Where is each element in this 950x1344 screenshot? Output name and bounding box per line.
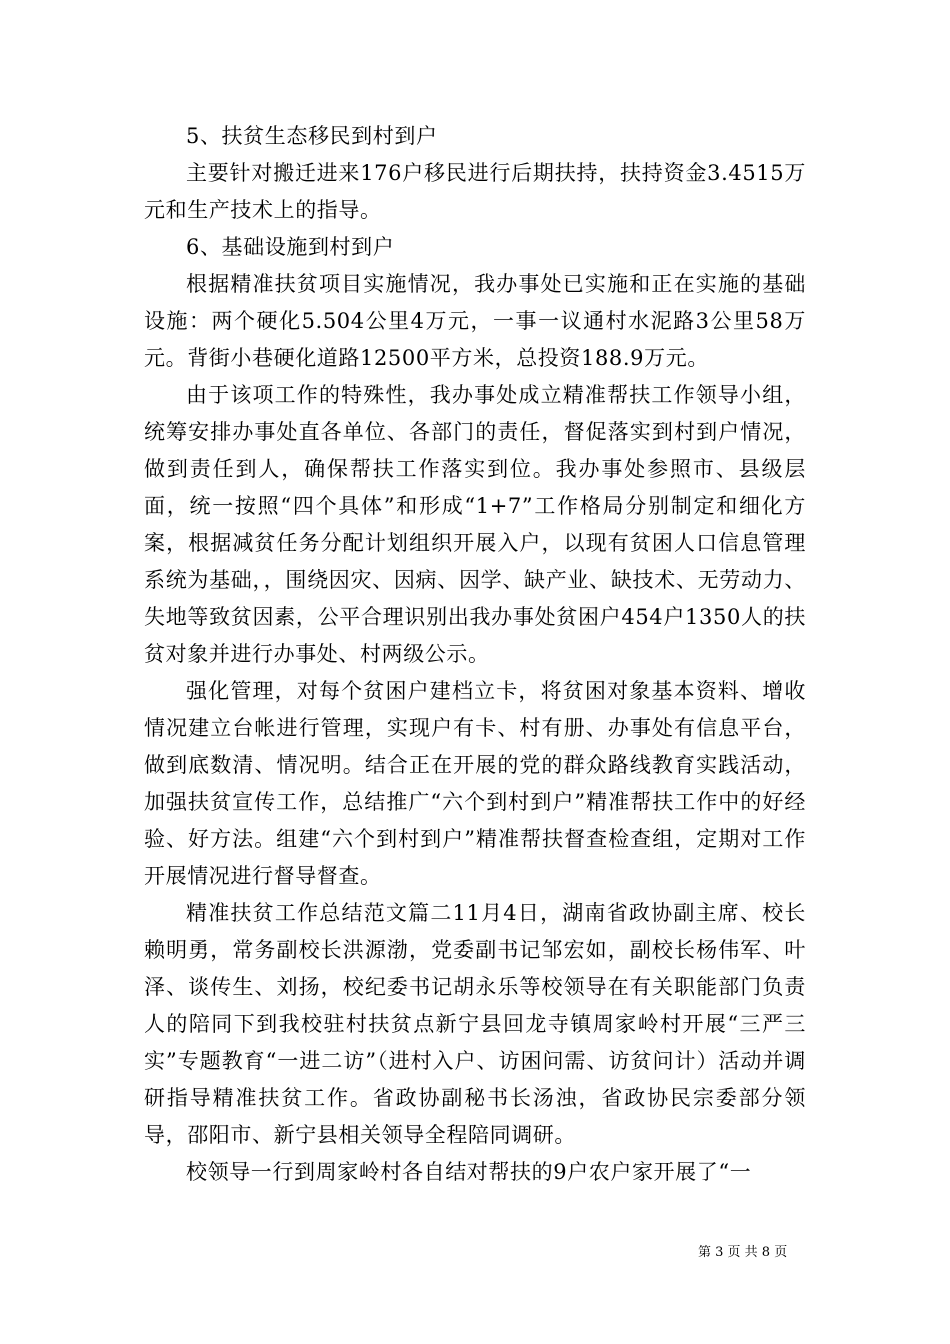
heading-ecological-migration: 5、扶贫生态移民到村到户 [186, 124, 438, 148]
paragraph-visit: 校领导一行到周家岭村各自结对帮扶的9户农户家开展了“一 [186, 1160, 752, 1184]
document-body [144, 118, 806, 1191]
paragraph-leadership-group: 由于该项工作的特殊性，我办事处成立精准帮扶工作领导小组，统筹安排办事处直各单位、各部门的责任，督促落实到村到户情况，做到责任到人，确保帮扶工作落实到位。我办事处参照市、县级层面，统一按照“四个具体”和形成“1+7”工作格局分别制定和细化方案，根据减贫任务分配计划组织开展入户，以现有贫困人口信息管理系统为基础，，围绕因灾、因病、因学、缺产业、缺技术、无劳动力、失地等致贫因素，公平合理识别出我办事处贫困户454户1350人的扶贫对象并进行办事处、村两级公示。 [144, 383, 806, 666]
heading-infrastructure: 6、基础设施到村到户 [186, 235, 395, 259]
paragraph-infrastructure: 根据精准扶贫项目实施情况，我办事处已实施和正在实施的基础设施：两个硬化5.504公里4万元，一事一议通村水泥路3公里58万元。背街小巷硬化道路12500平方米，总投资188.9万元。 [144, 272, 806, 370]
paragraph-article-two: 精准扶贫工作总结范文篇二11月4日，湖南省政协副主席、校长赖明勇，常务副校长洪源渤，党委副书记邹宏如，副校长杨伟军、叶泽、谈传生、刘扬，校纪委书记胡永乐等校领导在有关职能部门负责人的陪同下到我校驻村扶贫点新宁县回龙寺镇周家岭村开展“三严三实”专题教育“一进二访”（进村入户、访困问需、访贫问计）活动并调研指导精准扶贫工作。省政协副秘书长汤浊，省政协民宗委部分领导，邵阳市、新宁县相关领导全程陪同调研。 [144, 901, 806, 1147]
paragraph-migration-support: 主要针对搬迁进来176户移民进行后期扶持，扶持资金3.4515万元和生产技术上的指导。 [144, 161, 806, 222]
page-number: 第 3 页 共 8 页 [698, 1245, 788, 1260]
paragraph-management: 强化管理，对每个贫困户建档立卡，将贫困对象基本资料、增收情况建立台帐进行管理，实现户有卡、村有册、办事处有信息平台，做到底数清、情况明。结合正在开展的党的群众路线教育实践活动，加强扶贫宣传工作，总结推广“六个到村到户”精准帮扶工作中的好经验、好方法。组建“六个到村到户”精准帮扶督查检查组，定期对工作开展情况进行督导督查。 [144, 679, 806, 888]
